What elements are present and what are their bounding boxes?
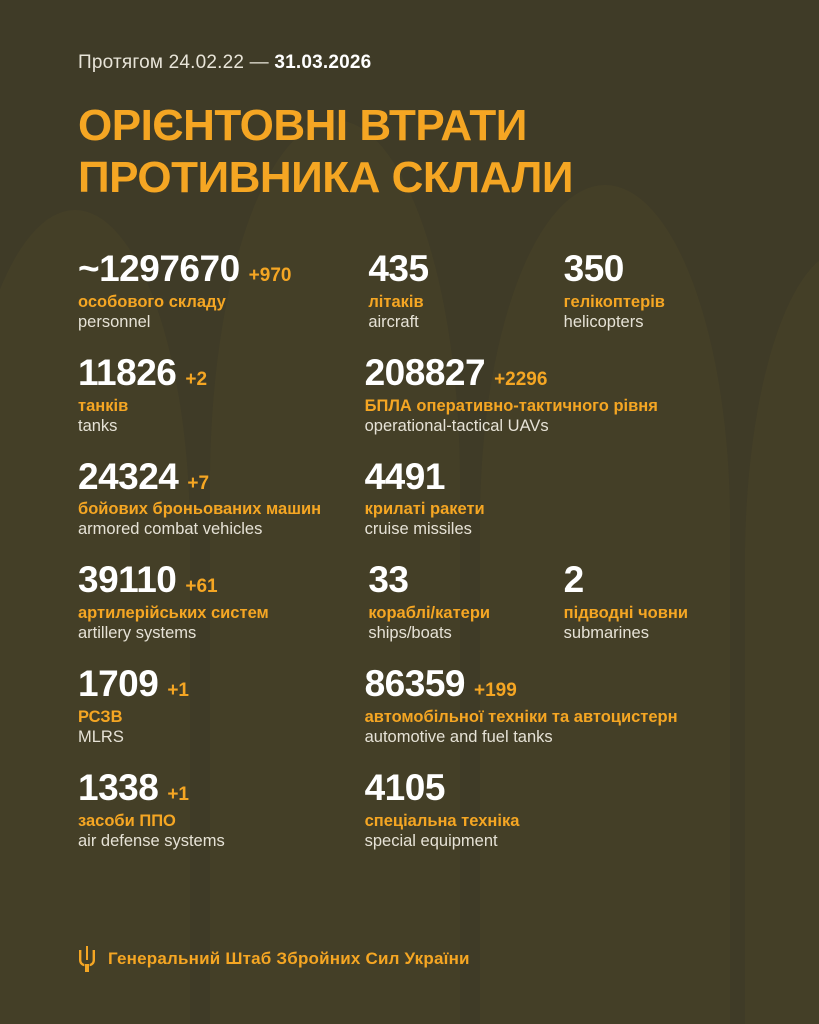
losses-row bbox=[78, 665, 759, 747]
loss-label-en: operational-tactical UAVs bbox=[364, 416, 549, 435]
loss-item-cruise-missiles bbox=[364, 455, 759, 540]
value-line bbox=[564, 561, 747, 600]
page-title-line-1: ОРІЄНТОВНІ ВТРАТИ bbox=[78, 101, 527, 150]
period-dash: — bbox=[249, 52, 269, 73]
loss-item-mlrs bbox=[78, 665, 365, 747]
loss-label-en: helicopters bbox=[563, 312, 644, 331]
loss-label-ua: літаків bbox=[368, 292, 424, 311]
loss-delta: +1 bbox=[167, 680, 189, 702]
loss-label-en: aircraft bbox=[368, 312, 419, 331]
loss-label-en: special equipment bbox=[364, 831, 498, 850]
value-line bbox=[364, 455, 747, 497]
loss-value: 1338 bbox=[78, 767, 159, 809]
loss-value: 350 bbox=[563, 247, 624, 289]
value-line bbox=[78, 561, 356, 600]
loss-item-ships bbox=[368, 561, 563, 643]
loss-delta: +970 bbox=[248, 264, 292, 286]
loss-value: ~1297670 bbox=[78, 247, 240, 289]
loss-item-artillery bbox=[78, 561, 368, 643]
loss-value: 33 bbox=[368, 559, 409, 601]
loss-item-automotive bbox=[365, 665, 759, 747]
loss-value: 4491 bbox=[364, 455, 445, 497]
loss-label-ua: танків bbox=[78, 396, 129, 415]
period-end: 31.03.2026 bbox=[274, 52, 372, 73]
loss-value: 24324 bbox=[78, 455, 179, 497]
value-line bbox=[78, 247, 356, 289]
loss-label-ua: бойових броньованих машин bbox=[78, 500, 322, 519]
value-line bbox=[368, 561, 551, 600]
period-line bbox=[78, 52, 759, 74]
loss-label-ua: особового складу bbox=[78, 292, 226, 311]
loss-value: 39110 bbox=[78, 559, 177, 601]
value-line bbox=[78, 665, 353, 704]
loss-value: 11826 bbox=[78, 351, 177, 393]
losses-row bbox=[78, 561, 759, 643]
losses-row bbox=[78, 351, 759, 436]
loss-value: 1709 bbox=[78, 663, 159, 705]
loss-label-en: artillery systems bbox=[78, 624, 197, 643]
loss-label-en: automotive and fuel tanks bbox=[364, 728, 553, 747]
loss-delta: +199 bbox=[474, 680, 517, 702]
loss-label-en: cruise missiles bbox=[364, 520, 472, 539]
loss-delta: +7 bbox=[187, 472, 210, 494]
value-line bbox=[563, 247, 747, 289]
loss-delta: +2 bbox=[185, 368, 208, 390]
loss-label-en: air defense systems bbox=[78, 831, 225, 850]
loss-label-ua: БПЛА оперативно-тактичного рівня bbox=[364, 396, 658, 415]
value-line bbox=[78, 769, 353, 808]
loss-item-aircraft bbox=[368, 247, 563, 332]
loss-label-ua: автомобільної техніки та автоцистерн bbox=[364, 708, 678, 727]
page-title bbox=[78, 100, 759, 204]
loss-value: 4105 bbox=[364, 767, 445, 809]
loss-label-ua: спеціальна техніка bbox=[364, 811, 520, 830]
value-line bbox=[78, 351, 353, 393]
loss-value: 86359 bbox=[364, 663, 465, 705]
loss-delta: +61 bbox=[185, 576, 218, 598]
loss-item-special-equipment bbox=[365, 769, 759, 851]
losses-row bbox=[78, 769, 759, 851]
loss-value: 2 bbox=[563, 559, 584, 601]
value-line bbox=[368, 247, 551, 289]
value-line bbox=[364, 351, 747, 393]
period-start: Протягом 24.02.22 bbox=[78, 52, 245, 73]
loss-label-ua: артилерійських систем bbox=[78, 604, 269, 623]
value-line bbox=[78, 455, 353, 497]
loss-label-ua: кораблі/катери bbox=[368, 604, 491, 623]
loss-label-ua: засоби ППО bbox=[78, 811, 176, 830]
loss-item-uav bbox=[364, 351, 759, 436]
loss-delta: +2296 bbox=[494, 368, 548, 390]
loss-item-helicopters bbox=[563, 247, 759, 332]
loss-value: 435 bbox=[368, 247, 429, 289]
losses-row bbox=[78, 455, 759, 540]
losses-row bbox=[78, 247, 759, 332]
trident-emblem-icon bbox=[78, 946, 96, 972]
loss-item-submarines bbox=[564, 561, 759, 643]
loss-label-en: tanks bbox=[78, 416, 118, 435]
loss-label-ua: підводні човни bbox=[563, 604, 688, 623]
loss-label-en: submarines bbox=[563, 624, 649, 643]
loss-item-personnel bbox=[78, 247, 368, 332]
loss-label-en: armored combat vehicles bbox=[78, 520, 263, 539]
footer-text: Генеральний Штаб Збройних Сил України bbox=[108, 949, 470, 968]
footer bbox=[78, 946, 470, 972]
loss-label-ua: РСЗВ bbox=[78, 708, 123, 727]
value-line bbox=[365, 769, 747, 808]
loss-label-ua: гелікоптерів bbox=[563, 292, 665, 311]
loss-label-en: ships/boats bbox=[368, 624, 452, 643]
loss-item-tanks bbox=[78, 351, 365, 436]
loss-label-en: personnel bbox=[78, 312, 151, 331]
loss-item-armored-vehicles bbox=[78, 455, 365, 540]
loss-delta: +1 bbox=[167, 784, 189, 806]
page-title-line-2: ПРОТИВНИКА СКЛАЛИ bbox=[78, 152, 573, 202]
losses-grid bbox=[78, 247, 759, 851]
loss-label-en: MLRS bbox=[78, 728, 124, 747]
value-line bbox=[365, 665, 747, 704]
loss-item-air-defense bbox=[78, 769, 365, 851]
loss-value: 208827 bbox=[364, 351, 486, 393]
loss-label-ua: крилаті ракети bbox=[364, 500, 485, 519]
